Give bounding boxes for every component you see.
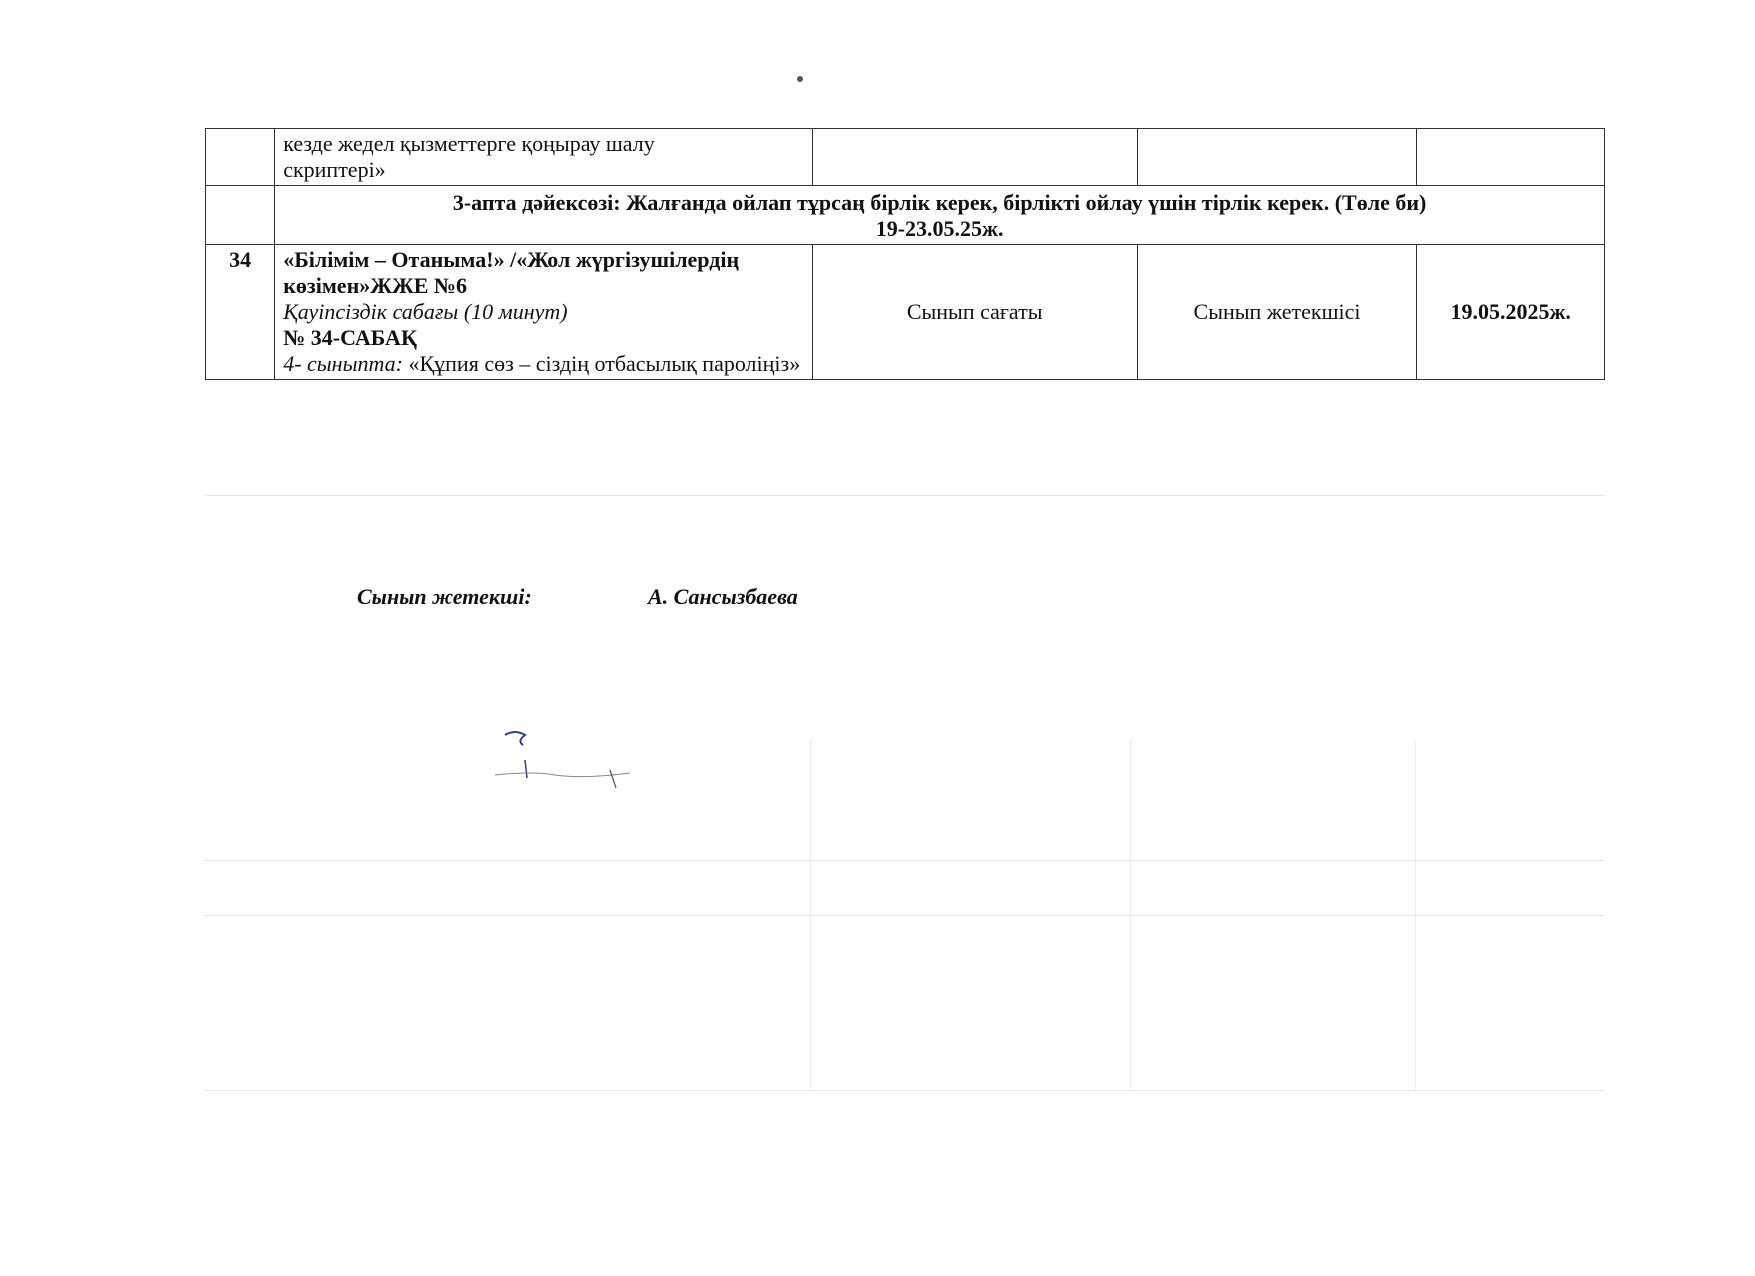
responsible-person: Сынып жетекшісі xyxy=(1193,299,1361,324)
responsible-cell xyxy=(1137,245,1417,380)
handwritten-signature xyxy=(480,715,650,805)
signature-role: Сынып жетекші: xyxy=(357,584,532,609)
topic-text: кезде жедел қызметтерге қоңырау шалу xyxy=(283,131,655,156)
row-number-cell xyxy=(206,186,275,245)
event-title: «Білімім – Отаныма!» /«Жол жүргізушілердің көзімен»ЖЖЕ №6 xyxy=(283,247,740,298)
grade-topic-text: «Құпия сөз – сіздің отбасылық пароліңіз» xyxy=(402,351,801,376)
week-header-row xyxy=(206,186,1605,245)
event-date: 19.05.2025ж. xyxy=(1450,299,1571,324)
grade-topic xyxy=(283,351,804,377)
week-quote: 3-апта дәйексөзі: Жалғанда ойлап тұрсаң бірлік керек, бірлікті ойлау үшін тірлік керек. (Төле би) xyxy=(452,190,1427,215)
table-row xyxy=(206,245,1605,380)
form-cell xyxy=(812,129,1137,186)
form-cell xyxy=(812,245,1137,380)
lesson-number: № 34-САБАҚ xyxy=(283,325,417,350)
row-number-cell xyxy=(206,129,275,186)
row-number-cell: 34 xyxy=(206,245,275,380)
event-plan-table xyxy=(205,128,1605,380)
signature-name: А. Сансызбаева xyxy=(648,584,798,609)
topic-cell xyxy=(275,129,813,186)
date-cell xyxy=(1417,245,1605,380)
punch-mark xyxy=(797,76,803,82)
grade-label: 4- сыныпта: xyxy=(283,351,403,376)
week-quote-cell xyxy=(275,186,1605,245)
week-dates: 19-23.05.25ж. xyxy=(875,216,1004,241)
topic-cell xyxy=(275,245,813,380)
date-cell xyxy=(1417,129,1605,186)
responsible-cell xyxy=(1137,129,1417,186)
event-form: Сынып сағаты xyxy=(906,299,1043,324)
table-row xyxy=(206,129,1605,186)
topic-text: скриптері» xyxy=(283,157,386,182)
safety-lesson-label: Қауіпсіздік сабағы (10 минут) xyxy=(283,299,568,324)
